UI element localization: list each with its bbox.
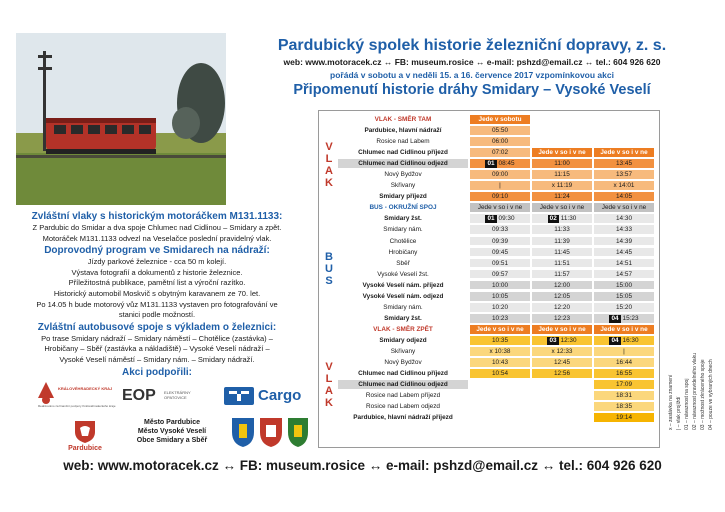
kraj-logo-text: KRÁLOVÉHRADECKÝ KRAJ: [58, 386, 113, 391]
cell-text: 14:05: [616, 193, 632, 201]
kraj-logo: [28, 378, 116, 410]
cell-text: 11:24: [554, 193, 570, 201]
time-cell: [531, 335, 593, 346]
time-cell: [469, 412, 531, 423]
time-cell: [593, 390, 655, 401]
timetable-row: [337, 280, 655, 291]
cell-text: Chlumec nad Cidlinou odjezd: [358, 160, 448, 168]
timetable-row: [337, 136, 655, 147]
timetable-row: [337, 412, 655, 423]
cargo-logo-text: Cargo: [258, 387, 302, 404]
time-cell: [593, 247, 655, 258]
cell-text: 13:45: [616, 160, 632, 168]
cell-text: 13:57: [616, 171, 632, 179]
cell-text: Smidary příjezd: [379, 193, 427, 201]
time-cell: [593, 335, 655, 346]
cell-text: 12:05: [554, 292, 570, 300]
cell-text: 09:57: [492, 270, 508, 278]
cell-text: 12:20: [554, 303, 570, 311]
time-cell: [469, 346, 531, 357]
timetable-row: [337, 147, 655, 158]
cell-text: Smidary nám.: [383, 226, 423, 234]
time-cell: [593, 202, 655, 213]
time-cell: [593, 224, 655, 235]
header: [232, 36, 712, 99]
side-note: x – zastávka na znamení: [668, 374, 674, 430]
town-name: Obce Smidary a Sběř: [136, 437, 208, 444]
station-cell: [337, 346, 469, 357]
station-cell: [337, 236, 469, 247]
cell-text: 15:05: [616, 292, 632, 300]
cell-text: Jede v so i v ne: [477, 204, 523, 212]
kraj-logo-sub: Realizováno za finanční podpory Královéhradeckého kraje: [38, 404, 116, 408]
cell-text: Hrobičany: [388, 248, 418, 256]
station-cell: [337, 213, 469, 224]
time-cell: [469, 114, 531, 125]
timetable-row: [337, 114, 655, 125]
time-cell: [593, 236, 655, 247]
connection-badge: 02: [549, 215, 557, 223]
connection-badge: 03: [549, 336, 557, 344]
cell-text: Rosice nad Labem odjezd: [366, 403, 440, 411]
station-cell: [337, 224, 469, 235]
timetable-row: [337, 169, 655, 180]
side-note: 01 – návaznost na spoj: [684, 378, 690, 430]
side-note: 04 – pouze ve vybraných dnech: [708, 359, 714, 430]
time-cell: [531, 191, 593, 202]
town-name: Město Vysoké Veselí: [137, 428, 207, 435]
cell-text: Jede v so i v ne: [538, 149, 586, 157]
vlak-side-label: VLAK: [325, 361, 333, 409]
cell-text: 09:10: [492, 193, 508, 201]
timetable-row: [337, 125, 655, 136]
station-cell: [337, 412, 469, 423]
time-cell: [531, 147, 593, 158]
time-cell: [469, 147, 531, 158]
cell-text: BUS - OKRUŽNÍ SPOJ: [369, 204, 437, 212]
cell-text: Jede v so i v ne: [539, 204, 585, 212]
program-title: Doprovodný program ve Smidarech na nádraží:: [44, 245, 270, 257]
timetable-row: [337, 247, 655, 258]
time-cell: [593, 269, 655, 280]
cell-text: 15:23: [622, 314, 639, 322]
station-cell: [337, 169, 469, 180]
timetable-row: [337, 224, 655, 235]
cell-text: 11:00: [554, 160, 570, 168]
side-note: | – vlak projíždí: [676, 396, 682, 430]
timetable-row: [337, 324, 655, 335]
eop-logo-text: EOP: [122, 387, 156, 404]
cell-text: 09:30: [498, 215, 515, 223]
side-notes: [664, 150, 714, 440]
station-cell: [337, 324, 469, 335]
timetable-row: [337, 158, 655, 169]
footer-contact: web: www.motoracek.cz ↔ FB: museum.rosice ↔ e-mail: pshzd@email.cz ↔ tel.: 604 926 620: [63, 458, 662, 473]
cell-text: 15:00: [616, 281, 632, 289]
time-cell: [469, 180, 531, 191]
cell-text: 12:30: [560, 336, 577, 344]
time-cell: [593, 158, 655, 169]
timetable-row: [337, 302, 655, 313]
cell-text: 07:02: [492, 149, 508, 157]
time-cell: [593, 147, 655, 158]
time-cell: [593, 180, 655, 191]
event-title: Připomenutí historie dráhy Smidary – Vysoké Veselí: [293, 82, 651, 98]
cell-text: 10:43: [492, 359, 508, 367]
station-cell: [337, 368, 469, 379]
timetable-row: [337, 390, 655, 401]
time-cell: [531, 368, 593, 379]
station-cell: [337, 258, 469, 269]
connection-badge: 04: [611, 336, 619, 344]
time-cell: [469, 202, 531, 213]
time-cell: [531, 125, 593, 136]
cell-text: Rosice nad Labem: [376, 138, 430, 146]
cell-text: Vysoké Veselí nám. příjezd: [362, 281, 444, 289]
time-cell: [593, 313, 655, 324]
cell-text: 14:30: [616, 215, 632, 223]
cell-text: |: [623, 347, 625, 355]
timetable: [318, 110, 660, 448]
eop-logo: [122, 386, 214, 410]
cell-text: Chlumec nad Cidlinou příjezd: [358, 149, 448, 157]
bus-title: Zvláštní autobusové spoje s výkladem o železnici:: [37, 321, 277, 333]
time-cell: [531, 412, 593, 423]
cell-text: 12:00: [554, 281, 570, 289]
cell-text: Jede v so i v ne: [601, 204, 647, 212]
cell-text: 14:33: [616, 226, 632, 234]
bus-line: Hrobičany – Sběř (zastávka a nákladiště) – Vysoké Veselí nádraží –: [44, 344, 270, 354]
time-cell: [469, 169, 531, 180]
station-cell: [337, 335, 469, 346]
cell-text: Smidary odjezd: [379, 336, 427, 344]
station-cell: [337, 114, 469, 125]
station-cell: [337, 191, 469, 202]
cell-text: 10:35: [492, 336, 508, 344]
time-cell: [531, 236, 593, 247]
time-cell: [593, 213, 655, 224]
cell-text: 09:00: [492, 171, 508, 179]
station-cell: [337, 291, 469, 302]
cell-text: 18:31: [616, 392, 632, 400]
time-cell: [531, 302, 593, 313]
station-cell: [337, 390, 469, 401]
cell-text: 16:30: [622, 336, 639, 344]
time-cell: [593, 379, 655, 390]
timetable-row: [337, 180, 655, 191]
time-cell: [593, 169, 655, 180]
side-note: 03 – možnost zkráceného spoje: [700, 359, 706, 430]
cell-text: Skřivany: [390, 347, 416, 355]
timetable-row: [337, 202, 655, 213]
side-note: 02 – návaznost pravidelného vlaku: [692, 353, 698, 430]
cell-text: Nový Bydžov: [384, 171, 422, 179]
time-cell: [531, 313, 593, 324]
time-cell: [531, 224, 593, 235]
connection-badge: 01: [487, 215, 495, 223]
towns-list: [122, 418, 222, 445]
timetable-row: [337, 346, 655, 357]
eop-logo-sub: ELEKTRÁRNY OPATOVICE: [164, 390, 191, 400]
timetable-row: [337, 357, 655, 368]
station-cell: [337, 357, 469, 368]
program-line: stanici podle možností.: [118, 310, 196, 320]
time-cell: [531, 291, 593, 302]
cell-text: 11:30: [560, 215, 577, 223]
timetable-row: [337, 368, 655, 379]
time-cell: [593, 258, 655, 269]
time-cell: [593, 368, 655, 379]
trains-line: Motoráček M131.1133 odvezl na Veselačce poslední pravidelný vlak.: [42, 233, 272, 243]
cell-text: Rosice nad Labem příjezd: [365, 392, 441, 400]
time-cell: [531, 324, 593, 335]
program-line: Výstava fotografií a dokumentů z historie železnice.: [71, 267, 243, 277]
timetable-rows: [337, 114, 655, 423]
timetable-row: [337, 313, 655, 324]
cell-text: x 14:01: [613, 182, 635, 190]
time-cell: [531, 136, 593, 147]
time-cell: [593, 324, 655, 335]
cell-text: 12:45: [554, 359, 570, 367]
cell-text: VLAK - SMĚR ZPĚT: [373, 325, 433, 333]
timetable-row: [337, 269, 655, 280]
time-cell: [593, 125, 655, 136]
time-cell: [593, 280, 655, 291]
town-crests: [230, 416, 310, 448]
time-cell: [593, 114, 655, 125]
time-cell: [593, 191, 655, 202]
cell-text: 12:23: [554, 314, 570, 322]
time-cell: [531, 158, 593, 169]
time-cell: [469, 302, 531, 313]
cell-text: Nový Bydžov: [384, 359, 422, 367]
cell-text: 10:23: [492, 314, 508, 322]
historic-railcar-photo: [16, 33, 226, 205]
cell-text: Skřivany: [390, 182, 416, 190]
cd-cargo-logo: [224, 384, 306, 410]
cell-text: 14:39: [616, 237, 632, 245]
trains-title: Zvláštní vlaky s historickým motoráčkem M131.1133:: [31, 211, 283, 222]
time-cell: [531, 247, 593, 258]
cell-text: Jede v sobotu: [478, 116, 522, 123]
contact-line: web: www.motoracek.cz ↔ FB: museum.rosice ↔ e-mail: pshzd@email.cz ↔ tel.: 604 926 620: [283, 57, 661, 67]
time-cell: [531, 401, 593, 412]
cell-text: Smidary nám.: [383, 303, 423, 311]
cell-text: x 11:19: [551, 182, 573, 190]
cell-text: Chotělice: [389, 237, 417, 245]
cell-text: Jede v so i v ne: [538, 325, 586, 333]
connection-badge: 04: [611, 314, 619, 322]
cell-text: VLAK - SMĚR TAM: [374, 116, 432, 123]
cell-text: 18:35: [616, 403, 632, 411]
organizes-line: pořádá v sobotu a v neděli 15. a 16. července 2017 vzpomínkovou akci: [330, 70, 614, 80]
cell-text: 11:51: [554, 259, 570, 267]
connection-badge: 01: [487, 160, 495, 168]
cell-text: 05:50: [492, 127, 508, 135]
timetable-row: [337, 258, 655, 269]
town-name: Město Pardubice: [143, 419, 200, 426]
time-cell: [469, 291, 531, 302]
station-cell: [337, 180, 469, 191]
pardubice-logo: [60, 418, 110, 458]
cell-text: Pardubice, hlavní nádraží příjezd: [353, 414, 453, 422]
station-cell: [337, 247, 469, 258]
cell-text: x 12:33: [551, 347, 573, 355]
time-cell: [469, 368, 531, 379]
cell-text: Chlumec nad Cidlinou odjezd: [358, 381, 448, 389]
time-cell: [531, 346, 593, 357]
timetable-row: [337, 236, 655, 247]
program-line: Příležitostná publikace, pamětní list a výroční razítko.: [68, 278, 246, 288]
station-cell: [337, 125, 469, 136]
cell-text: |: [499, 182, 501, 190]
cell-text: Chlumec nad Cidlinou příjezd: [358, 370, 448, 378]
cell-text: 10:05: [492, 292, 508, 300]
time-cell: [531, 213, 593, 224]
time-cell: [531, 357, 593, 368]
cell-text: 06:00: [492, 138, 508, 146]
time-cell: [469, 379, 531, 390]
cell-text: Vysoké Veselí žst.: [377, 270, 429, 278]
station-cell: [337, 158, 469, 169]
time-cell: [469, 269, 531, 280]
cell-text: 19:14: [616, 414, 632, 422]
program-line: Historický automobil Moskvič s obytným karavanem ze 70. let.: [53, 288, 261, 298]
time-cell: [593, 357, 655, 368]
cell-text: 11:33: [554, 226, 570, 234]
station-cell: [337, 202, 469, 213]
cell-text: Vysoké Veselí nám. odjezd: [362, 292, 444, 300]
cell-text: 15:20: [616, 303, 632, 311]
time-cell: [469, 158, 531, 169]
timetable-row: [337, 379, 655, 390]
time-cell: [469, 224, 531, 235]
time-cell: [469, 125, 531, 136]
time-cell: [469, 136, 531, 147]
cell-text: Sběř: [396, 259, 410, 267]
station-cell: [337, 136, 469, 147]
cell-text: 12:56: [554, 370, 570, 378]
time-cell: [593, 302, 655, 313]
cell-text: 11:39: [554, 237, 570, 245]
cell-text: Jede v so i v ne: [476, 325, 524, 333]
time-cell: [469, 191, 531, 202]
cell-text: 10:00: [492, 281, 508, 289]
time-cell: [531, 180, 593, 191]
cell-text: 11:57: [554, 270, 570, 278]
cell-text: 08:45: [498, 160, 515, 168]
program-line: Po 14.05 h bude motorový vůz M131.1133 vystaven pro fotografování ve: [36, 299, 278, 309]
time-cell: [469, 236, 531, 247]
vlak-side-label: VLAK: [325, 141, 333, 189]
station-cell: [337, 302, 469, 313]
cell-text: 10:54: [492, 370, 508, 378]
time-cell: [469, 335, 531, 346]
program-line: Jízdy parkové železnice - cca 50 m kolejí.: [87, 257, 227, 267]
cell-text: 14:51: [616, 259, 632, 267]
cell-text: 14:45: [616, 248, 632, 256]
time-cell: [469, 213, 531, 224]
time-cell: [531, 114, 593, 125]
info-column: [8, 210, 306, 379]
station-cell: [337, 313, 469, 324]
support-title: Akci podpořili:: [122, 366, 192, 378]
station-cell: [337, 269, 469, 280]
cell-text: Smidary žst.: [384, 215, 422, 223]
time-cell: [531, 379, 593, 390]
cell-text: Jede v so i v ne: [600, 325, 648, 333]
timetable-row: [337, 335, 655, 346]
time-cell: [469, 357, 531, 368]
cell-text: 10:20: [492, 303, 508, 311]
cell-text: 14:57: [616, 270, 632, 278]
time-cell: [531, 202, 593, 213]
time-cell: [469, 258, 531, 269]
bus-line: Vysoké Veselí náměstí – Smidary nám. – Smidary nádraží.: [59, 354, 255, 364]
cell-text: 09:45: [492, 248, 508, 256]
timetable-row: [337, 401, 655, 412]
time-cell: [531, 169, 593, 180]
time-cell: [531, 280, 593, 291]
time-cell: [593, 291, 655, 302]
time-cell: [593, 346, 655, 357]
station-cell: [337, 401, 469, 412]
time-cell: [469, 280, 531, 291]
time-cell: [531, 269, 593, 280]
time-cell: [531, 258, 593, 269]
time-cell: [469, 247, 531, 258]
time-cell: [531, 390, 593, 401]
cell-text: Pardubice, hlavní nádraží: [364, 127, 442, 135]
cell-text: 17:09: [616, 381, 632, 389]
cell-text: 09:33: [492, 226, 508, 234]
time-cell: [593, 401, 655, 412]
station-cell: [337, 379, 469, 390]
station-cell: [337, 280, 469, 291]
society-title: Pardubický spolek historie železniční dopravy, z. s.: [277, 37, 667, 54]
station-cell: [337, 147, 469, 158]
time-cell: [593, 136, 655, 147]
cell-text: x 10:38: [489, 347, 511, 355]
time-cell: [469, 390, 531, 401]
cell-text: 16:55: [616, 370, 632, 378]
cell-text: 09:51: [492, 259, 508, 267]
timetable-row: [337, 213, 655, 224]
time-cell: [469, 401, 531, 412]
timetable-row: [337, 191, 655, 202]
cell-text: 11:45: [554, 248, 570, 256]
bus-side-label: BUS: [325, 251, 333, 287]
time-cell: [593, 412, 655, 423]
cell-text: Jede v so i v ne: [600, 149, 648, 157]
bus-line: Po trase Smidary nádraží – Smidary náměstí – Chotělice (zastávka) –: [41, 333, 273, 343]
cell-text: Smidary žst.: [384, 314, 422, 322]
cell-text: 09:39: [492, 237, 508, 245]
pardubice-logo-text: Pardubice: [68, 445, 102, 452]
trains-line: Z Pardubic do Smidar a dva spoje Chlumec nad Cidlinou – Smidary a zpět.: [32, 223, 282, 232]
cell-text: 16:44: [616, 359, 632, 367]
timetable-row: [337, 291, 655, 302]
time-cell: [469, 324, 531, 335]
time-cell: [469, 313, 531, 324]
cell-text: 11:15: [554, 171, 570, 179]
